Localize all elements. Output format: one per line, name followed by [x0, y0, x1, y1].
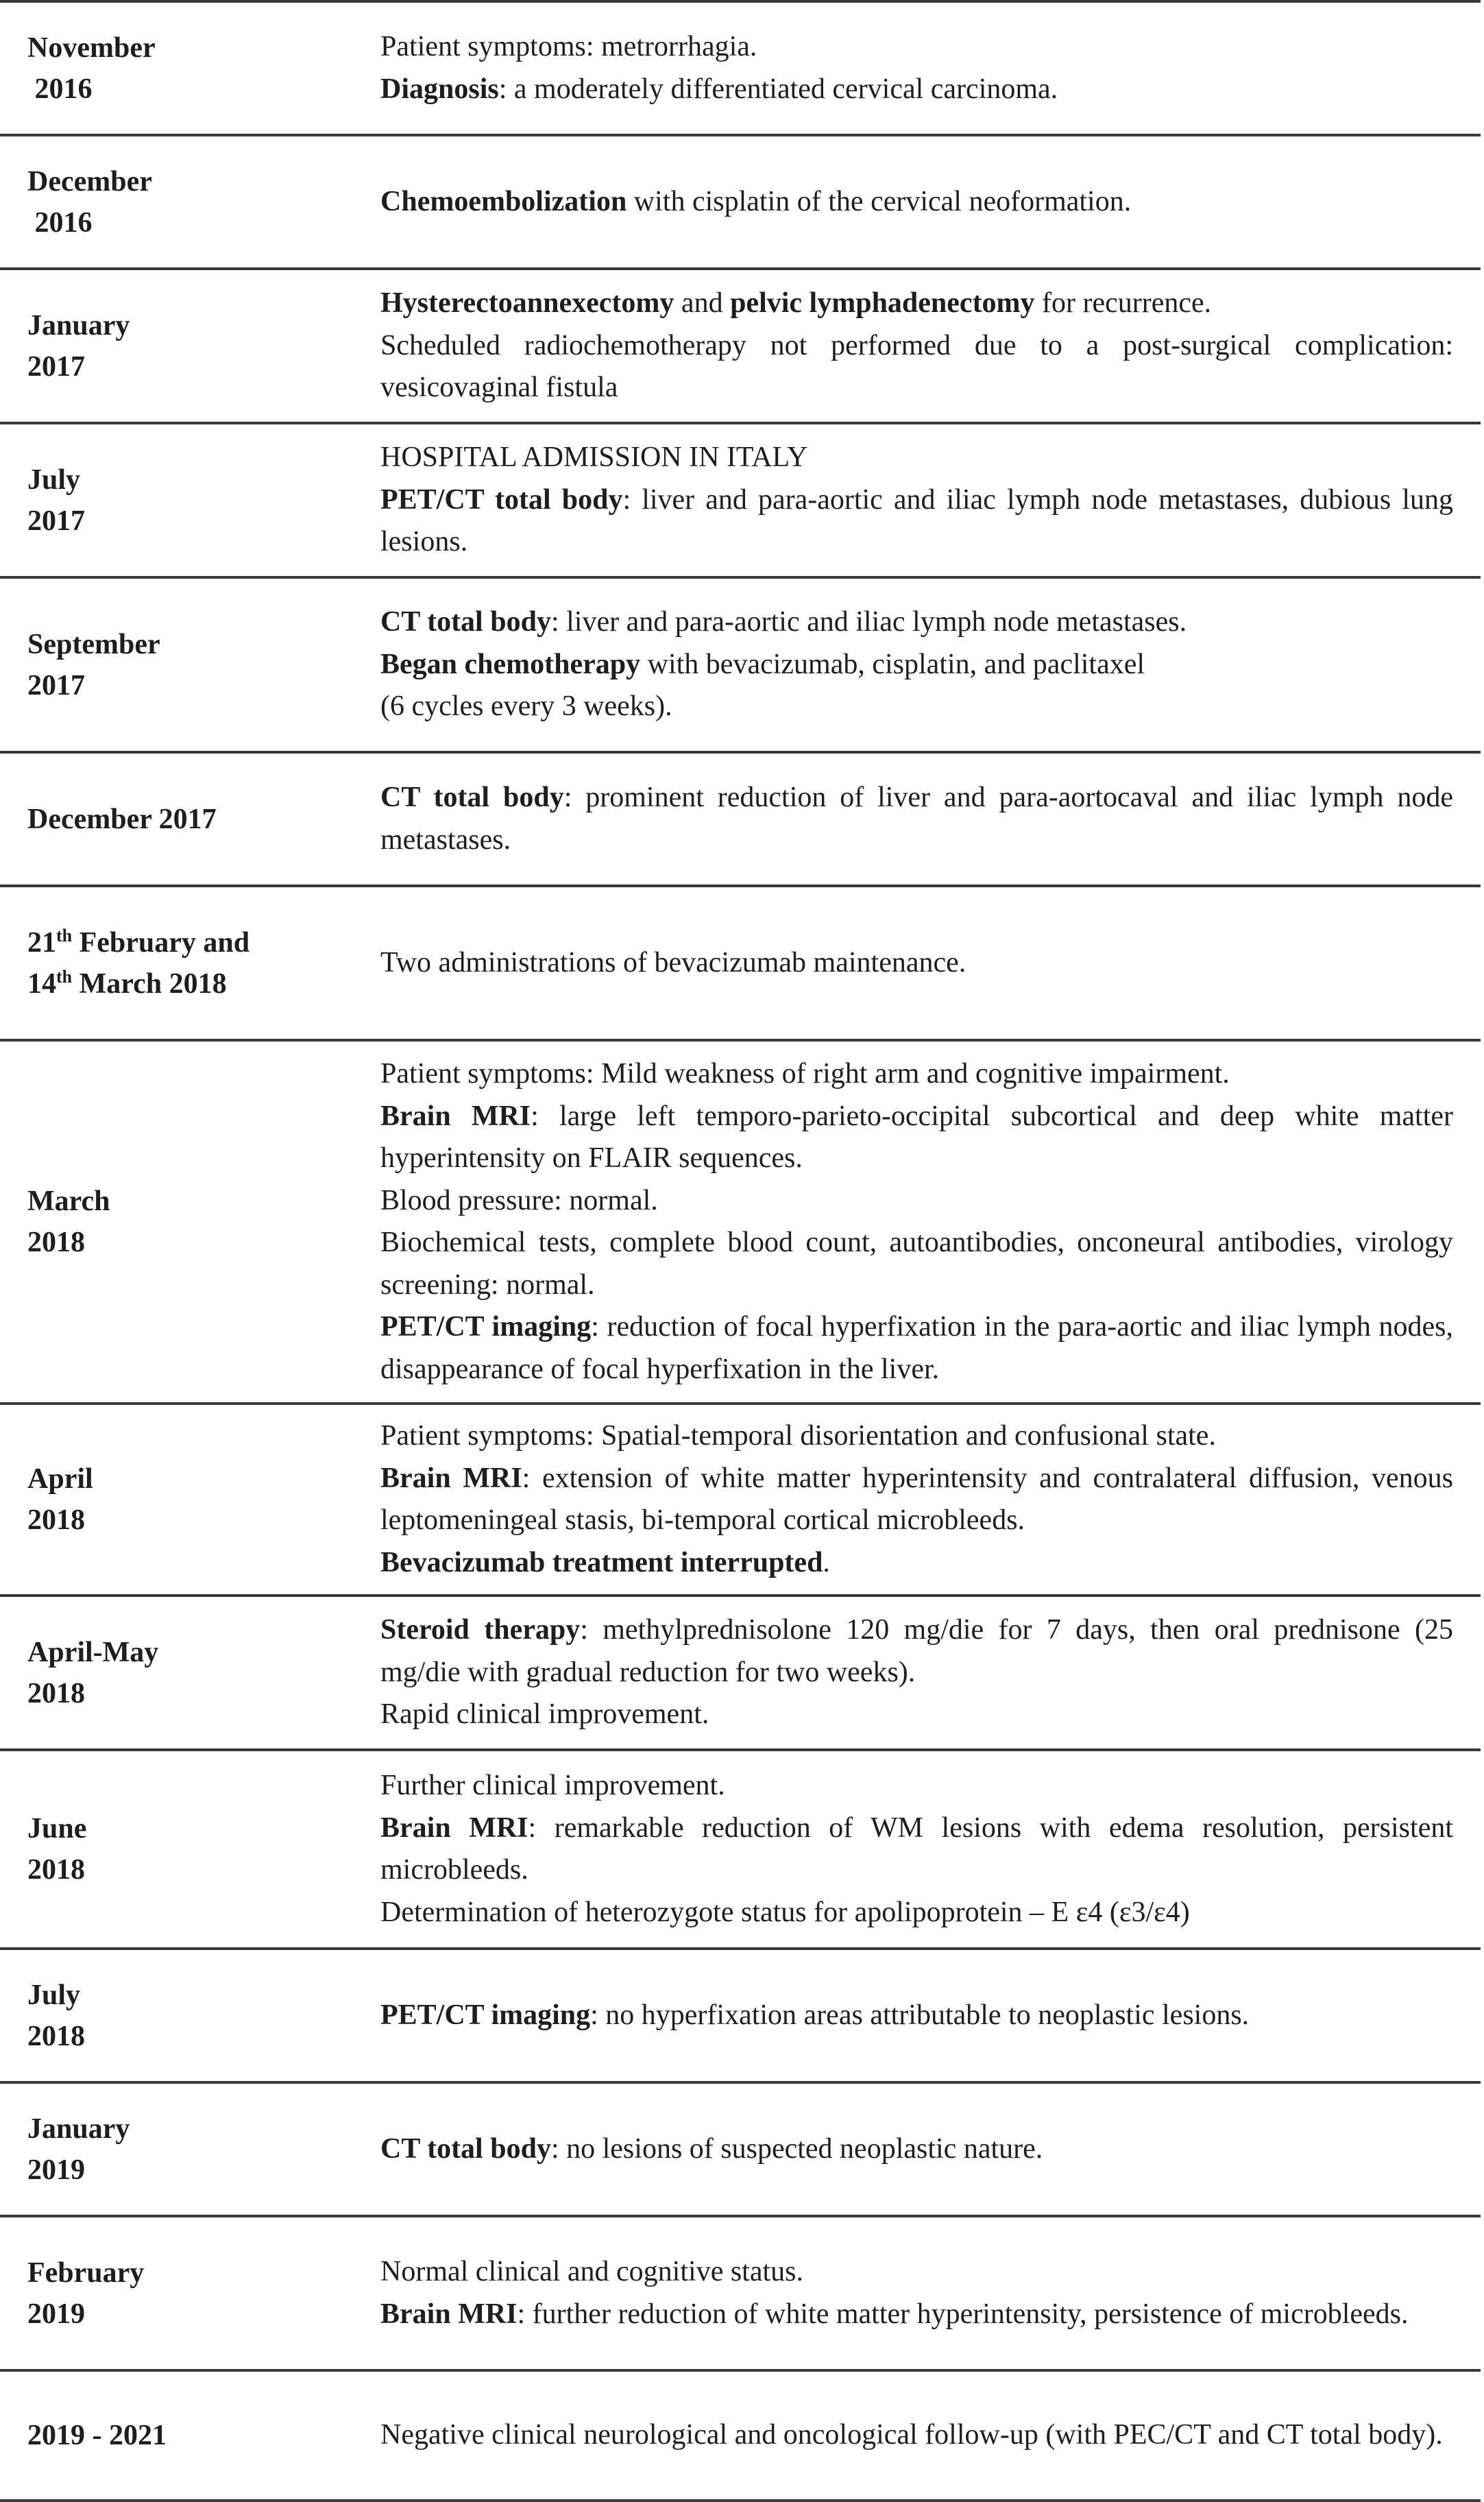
bold-label: Brain MRI	[380, 1100, 531, 1132]
description-line	[380, 282, 1453, 325]
description-cell	[380, 2216, 1481, 2370]
date-line: 2018	[27, 2020, 85, 2052]
bold-label: Diagnosis	[380, 73, 499, 105]
description-line	[380, 1458, 1453, 1542]
description-cell	[380, 269, 1481, 423]
bold-label: CT total body	[380, 606, 551, 638]
description-cell	[380, 1949, 1481, 2082]
date-cell	[0, 752, 380, 886]
description-line	[380, 181, 1453, 224]
date-line: March	[27, 1186, 110, 1217]
date-cell	[0, 269, 380, 423]
date-rest: March 2018	[72, 967, 227, 1000]
date-line	[27, 963, 380, 1005]
date-line: 2017	[27, 669, 85, 701]
description-text: : liver and para-aortic and iliac lymph node metastases.	[550, 606, 1187, 638]
date-line: 2018	[27, 1677, 85, 1709]
description-text: (6 cycles every 3 weeks).	[380, 690, 672, 723]
bold-label: PET/CT imaging	[380, 1311, 592, 1343]
description-text: with bevacizumab, cisplatin, and paclitaxel	[640, 648, 1145, 680]
timeline-row	[0, 1949, 1481, 2082]
timeline-row	[0, 1404, 1481, 1596]
date-line: 2018	[27, 1504, 85, 1536]
timeline-row	[0, 1, 1481, 135]
timeline-row	[0, 1040, 1481, 1404]
date-cell	[0, 2082, 380, 2216]
description-text: : large left temporo-parieto-occipital subcortical and deep white matter hyperintensity on FLAIR sequences.	[380, 1100, 1453, 1174]
description-text: : reduction of focal hyperfixation in the para-aortic and iliac lymph nodes, disappearance of focal hyperfixation in the liver.	[380, 1311, 1453, 1385]
description-line	[380, 1609, 1453, 1694]
description-text: HOSPITAL ADMISSION IN ITALY	[380, 442, 808, 474]
description-line	[380, 1306, 1453, 1391]
date-line: 2018	[27, 1227, 85, 1258]
date-line: 2019	[27, 2298, 85, 2330]
description-text: Blood pressure: normal.	[380, 1184, 658, 1216]
date-cell	[0, 1, 380, 135]
timeline-row	[0, 886, 1481, 1040]
date-cell	[0, 1596, 380, 1750]
date-line: November	[27, 32, 156, 64]
description-line	[380, 1807, 1453, 1892]
description-line	[380, 1096, 1453, 1180]
description-text: Patient symptoms: Mild weakness of right arm and cognitive impairment.	[380, 1058, 1230, 1090]
bold-label: Steroid therapy	[380, 1614, 581, 1646]
description-line	[380, 1542, 1453, 1585]
bold-label: Chemoembolization	[380, 185, 627, 217]
description-text: : further reduction of white matter hyperintensity, persistence of microbleeds.	[517, 2298, 1409, 2330]
description-text: and	[674, 287, 731, 320]
date-cell	[0, 2216, 380, 2370]
description-cell	[380, 1040, 1481, 1404]
description-cell	[380, 2370, 1481, 2501]
date-line: July	[27, 1979, 81, 2011]
description-cell	[380, 752, 1481, 886]
description-line	[380, 479, 1453, 564]
bold-label: Began chemotherapy	[380, 648, 641, 680]
description-line	[380, 2251, 1453, 2294]
date-line: 2016	[27, 73, 93, 105]
description-cell	[380, 423, 1481, 577]
description-line	[380, 1180, 1453, 1223]
description-cell	[380, 1596, 1481, 1750]
description-line	[380, 1415, 1453, 1458]
description-text: .	[823, 1546, 830, 1578]
description-text: : methylprednisolone 120 mg/die for 7 days, then oral prednisone (25 mg/die with gradual reduction for two weeks).	[380, 1614, 1453, 1688]
description-line	[380, 2414, 1453, 2457]
date-day: 21	[27, 926, 56, 959]
date-line: April	[27, 1463, 93, 1495]
timeline-row	[0, 1596, 1481, 1750]
description-text: : remarkable reduction of WM lesions with edema resolution, persistent microbleeds.	[380, 1812, 1454, 1886]
timeline-row	[0, 577, 1481, 752]
description-line	[380, 1694, 1453, 1736]
timeline-row	[0, 423, 1481, 577]
bold-label: PET/CT imaging	[380, 1999, 591, 2031]
date-line: 2019 - 2021	[27, 2420, 167, 2451]
date-line: 2018	[27, 1854, 85, 1886]
description-text: : prominent reduction of liver and para-aortocaval and iliac lymph node metastases.	[380, 782, 1454, 856]
timeline-row	[0, 2216, 1481, 2370]
date-line: July	[27, 464, 81, 496]
date-cell	[0, 1750, 380, 1949]
description-text: : no hyperfixation areas attributable to neoplastic lesions.	[590, 1999, 1250, 2031]
date-line: 2017	[27, 505, 85, 537]
description-cell	[380, 1750, 1481, 1949]
date-line: January	[27, 309, 130, 341]
date-line: 2019	[27, 2154, 85, 2186]
description-line	[380, 1995, 1453, 2037]
description-cell	[380, 886, 1481, 1040]
timeline-row	[0, 135, 1481, 269]
timeline-row	[0, 2370, 1481, 2501]
bold-label: CT total body	[380, 2132, 551, 2165]
description-line	[380, 437, 1453, 479]
date-line: April-May	[27, 1636, 159, 1668]
timeline-row	[0, 269, 1481, 423]
date-cell	[0, 886, 380, 1040]
description-text: Determination of heterozygote status for apolipoprotein – E ε4 (ε3/ε4)	[380, 1896, 1190, 1928]
description-text: Scheduled radiochemotherapy not performed due to a post-surgical complication: vesicovaginal fistula	[380, 329, 1453, 404]
date-line: June	[27, 1813, 87, 1844]
description-text: Patient symptoms: metrorrhagia.	[380, 31, 757, 62]
description-cell	[380, 2082, 1481, 2216]
description-text: for recurrence.	[1034, 287, 1212, 320]
description-cell	[380, 1, 1481, 135]
date-rest: February and	[72, 926, 250, 959]
bold-label: PET/CT total body	[380, 483, 623, 516]
timeline-row	[0, 2082, 1481, 2216]
description-text: Rapid clinical improvement.	[380, 1698, 709, 1731]
description-text: Two administrations of bevacizumab maintenance.	[380, 946, 966, 978]
description-line	[380, 644, 1453, 686]
bold-label: Brain MRI	[380, 1462, 522, 1494]
date-line	[27, 922, 380, 963]
date-cell	[0, 1404, 380, 1596]
bold-label: Bevacizumab treatment interrupted	[380, 1546, 823, 1578]
date-ordinal-suffix: th	[56, 925, 73, 946]
description-line	[380, 942, 1453, 985]
date-line: September	[27, 628, 160, 660]
description-line	[380, 1053, 1453, 1096]
description-line	[380, 686, 1453, 728]
description-text: Normal clinical and cognitive status.	[380, 2256, 803, 2287]
date-cell	[0, 1040, 380, 1404]
bold-label: Brain MRI	[380, 1812, 528, 1844]
description-text: : extension of white matter hyperintensity and contralateral diffusion, venous leptomeningeal stasis, bi-temporal cortical microbleeds.	[380, 1462, 1453, 1536]
description-cell	[380, 1404, 1481, 1596]
description-line	[380, 1892, 1453, 1934]
description-line	[380, 601, 1453, 644]
description-line	[380, 325, 1453, 409]
description-text: Negative clinical neurological and oncological follow-up (with PEC/CT and CT total body).	[380, 2419, 1443, 2451]
description-line	[380, 777, 1453, 861]
bold-label: Brain MRI	[380, 2298, 518, 2330]
description-text: : no lesions of suspected neoplastic nature.	[550, 2132, 1043, 2165]
date-ordinal-suffix: th	[56, 966, 73, 987]
date-line: 2017	[27, 350, 85, 383]
description-line	[380, 1765, 1453, 1807]
description-text: Further clinical improvement.	[380, 1770, 725, 1801]
description-text: : a moderately differentiated cervical carcinoma.	[498, 73, 1058, 105]
date-cell	[0, 2370, 380, 2501]
description-line	[380, 2128, 1453, 2171]
bold-label: pelvic lymphadenectomy	[730, 287, 1035, 320]
description-cell	[380, 135, 1481, 269]
date-line: 2016	[27, 206, 93, 239]
date-line: December 2017	[27, 803, 217, 835]
timeline-body	[0, 1, 1481, 2501]
date-cell	[0, 1949, 380, 2082]
description-line	[380, 1222, 1453, 1306]
description-text: Patient symptoms: Spatial-temporal disorientation and confusional state.	[380, 1420, 1216, 1452]
date-line: January	[27, 2113, 130, 2145]
bold-label: CT total body	[380, 782, 564, 813]
bold-label: Hysterectoannexectomy	[380, 287, 674, 320]
description-text: Biochemical tests, complete blood count, autoantibodies, onconeural antibodies, virology screening: normal.	[380, 1227, 1453, 1301]
date-day: 14	[27, 967, 56, 1000]
timeline-row	[0, 1750, 1481, 1949]
description-line	[380, 26, 1453, 69]
description-line	[380, 69, 1453, 111]
date-line: February	[27, 2257, 145, 2289]
description-cell	[380, 577, 1481, 752]
description-text: : liver and para-aortic and iliac lymph node metastases, dubious lung lesions.	[380, 483, 1454, 558]
date-line: December	[27, 165, 152, 197]
description-line	[380, 2294, 1453, 2336]
timeline-row	[0, 752, 1481, 886]
date-cell	[0, 423, 380, 577]
date-cell	[0, 577, 380, 752]
description-text: with cisplatin of the cervical neoformation.	[627, 185, 1132, 217]
date-cell	[0, 135, 380, 269]
